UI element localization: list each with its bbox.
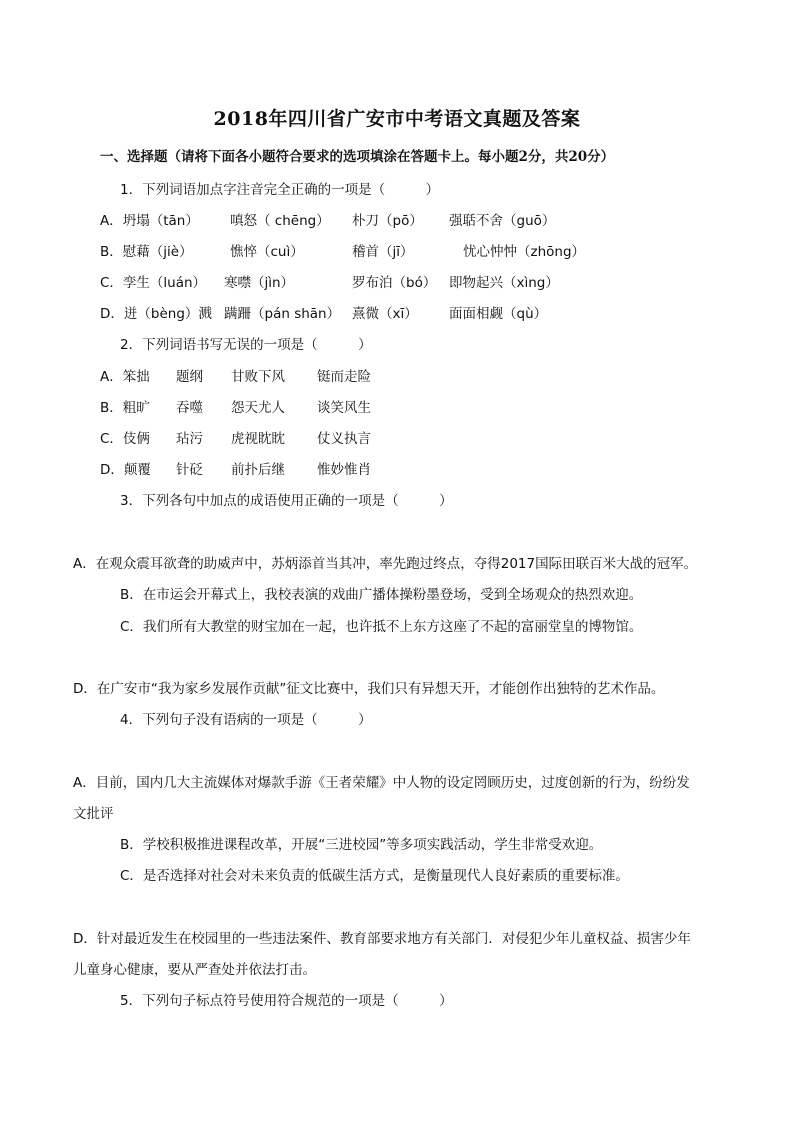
question-3-option-c: C．我们所有大教堂的财宝加在一起，也许抵不上东方这座了不起的富丽堂皇的博物馆。 (120, 619, 643, 635)
question-2-stem: 2．下列词语书写无误的一项是（ ） (120, 337, 372, 353)
question-3-option-b: B．在市运会开幕式上，我校表演的戏曲广播体操粉墨登场，受到全场观众的热烈欢迎。 (120, 587, 643, 603)
document-page: 2018年四川省广安市中考语文真题及答案 一、选择题（请将下面各小题符合要求的选项填涂在答题卡上。每小题2分，共20分） 1．下列词语加点字注音完全正确的一项是（ ） A．坍塌（tān） 嗔怒（ chēng） 朴刀（pō） 强聒不舍（guō） B．慰藉（jiè） 憔悴（cuì） 稽首（jī） 忧心忡忡（zhōng） C．孪生（luán） 寒噤（jìn） 罗布泊（bó） 即物起兴（xìng） D．迸（bèng）溅 蹒跚（pán shān） 熹微（xī） 面面相觑（qù） 2．下列词语书写无误的一项是（ ） A．笨拙 题纲 甘败下风 铤而走险 B．粗旷 吞噬 怨天尤人 谈笑风生 C．伎俩 玷污 虎视眈眈 仗义执言 D．颠覆 针砭 前扑后继 惟妙惟肖 3．下列各句中加点的成语使用正确的一项是（ ） A．在观众震耳欲聋的助威声中，苏炳添首当其冲，率先跑过终点，夺得2017国际田联百米大战的冠军。 B．在市运会开幕式上，我校表演的戏曲广播体操粉墨登场，受到全场观众的热烈欢迎。 C．我们所有大教堂的财宝加在一起，也许抵不上东方这座了不起的富丽堂皇的博物馆。 D．在广安市“我为家乡发展作贡献”征文比赛中，我们只有异想天开，才能创作出独特的艺术作品。 4．下列句子没有语病的一项是（ ） A．目前，国内几大主流媒体对爆款手游《王者荣耀》中人物的设定罔顾历史，过度创新的行为，纷纷发 文批评 B．学校积极推进课程改革，开展“三进校园”等多项实践活动，学生非常受欢迎。 C．是否选择对社会对未来负责的低碳生活方式，是衡量现代人良好素质的重要标准。 D．针对最近发生在校园里的一些违法案件、教育部要求地方有关部门．对侵犯少年儿童权益、损害少年 儿童身心健康，要从严查处并依法打击。 5．下列句子标点符号使用符合规范的一项是（ ） (0, 0, 794, 1123)
section-heading: 一、选择题（请将下面各小题符合要求的选项填涂在答题卡上。每小题2分，共20分） (100, 149, 615, 165)
question-4-option-b: B．学校积极推进课程改革，开展“三进校园”等多项实践活动，学生非常受欢迎。 (120, 837, 603, 853)
question-4-stem: 4．下列句子没有语病的一项是（ ） (120, 712, 372, 728)
question-4-option-d: D．针对最近发生在校园里的一些违法案件、教育部要求地方有关部门．对侵犯少年儿童权益、损害少年 (73, 931, 691, 947)
document-title: 2018年四川省广安市中考语文真题及答案 (213, 108, 581, 130)
question-4-option-a: A．目前，国内几大主流媒体对爆款手游《王者荣耀》中人物的设定罔顾历史，过度创新的行为，纷纷发 (73, 775, 690, 791)
question-3-stem: 3．下列各句中加点的成语使用正确的一项是（ ） (120, 493, 453, 509)
question-4-option-d-continued: 儿童身心健康，要从严查处并依法打击。 (73, 962, 316, 978)
question-1-stem: 1．下列词语加点字注音完全正确的一项是（ ） (120, 182, 440, 198)
question-3-option-a: A．在观众震耳欲聋的助威声中，苏炳添首当其冲，率先跑过终点，夺得2017国际田联百米大战的冠军。 (73, 556, 698, 572)
question-4-option-c: C．是否选择对社会对未来负责的低碳生活方式，是衡量现代人良好素质的重要标准。 (120, 868, 629, 884)
question-3-option-d: D．在广安市“我为家乡发展作贡献”征文比赛中，我们只有异想天开，才能创作出独特的艺术作品。 (73, 681, 665, 697)
question-5-stem: 5．下列句子标点符号使用符合规范的一项是（ ） (120, 993, 453, 1009)
question-4-option-a-continued: 文批评 (73, 806, 114, 822)
